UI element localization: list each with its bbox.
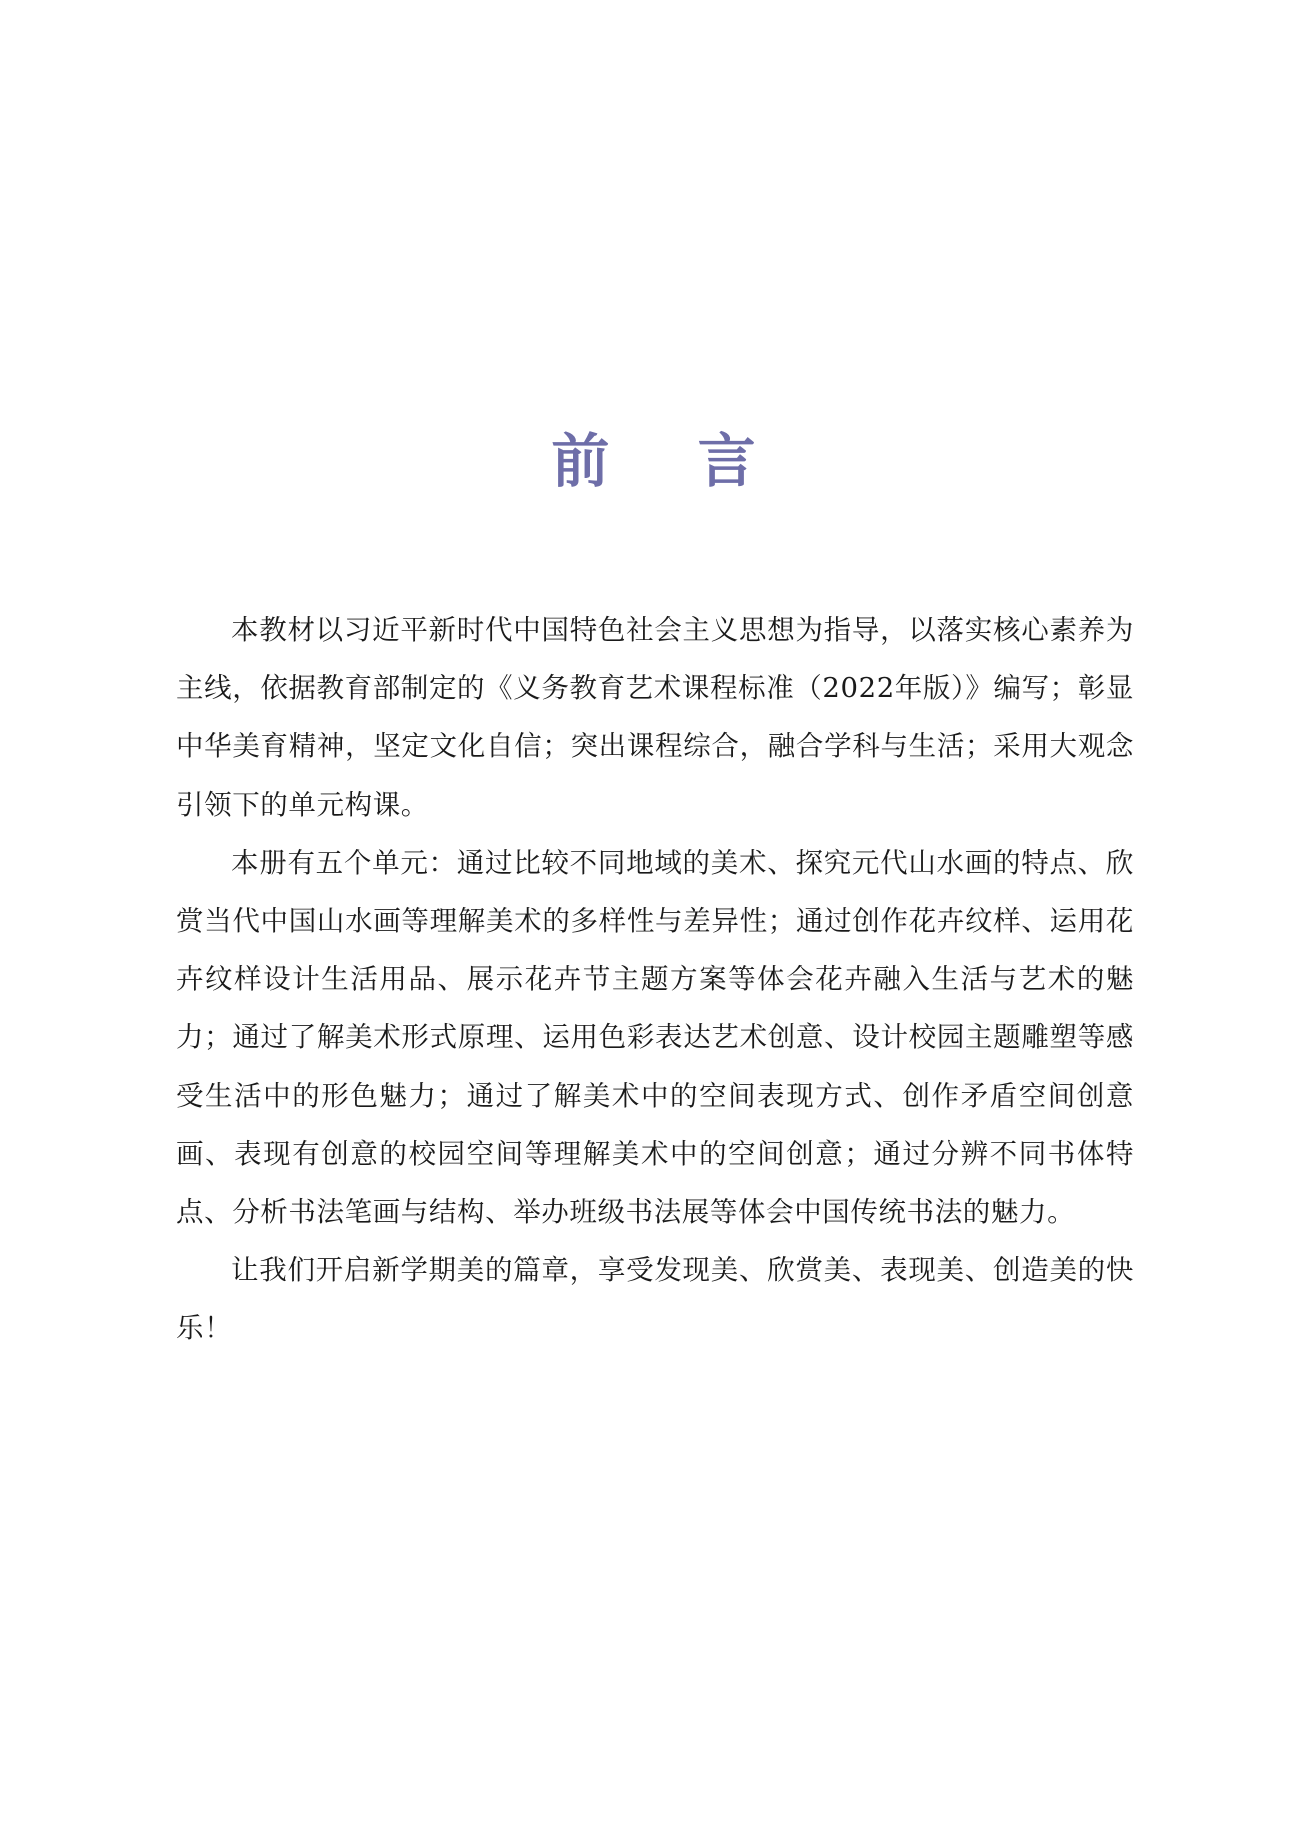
page-title: 前 言: [551, 426, 790, 495]
paragraph-closing: 让我们开启新学期美的篇章，享受发现美、欣赏美、表现美、创造美的快乐！: [176, 1254, 1134, 1345]
preface-body: [176, 601, 1134, 1358]
paragraph-units: 本册有五个单元：通过比较不同地域的美术、探究元代山水画的特点、欣赏当代中国山水画等理解美术的多样性与差异性；通过创作花卉纹样、运用花卉纹样设计生活用品、展示花卉节主题方案等体会花卉融入生活与艺术的魅力；通过了解美术形式原理、运用色彩表达艺术创意、设计校园主题雕塑等感受生活中的形色魅力；通过了解美术中的空间表现方式、创作矛盾空间创意画、表现有创意的校园空间等理解美术中的空间创意；通过分辨不同书体特点、分析书法笔画与结构、举办班级书法展等体会中国传统书法的魅力。: [176, 846, 1134, 1229]
paragraph-intro: 本教材以习近平新时代中国特色社会主义思想为指导，以落实核心素养为主线，依据教育部制定的《义务教育艺术课程标准（2022年版）》编写；彰显中华美育精神，坚定文化自信；突出课程综合，融合学科与生活；采用大观念引领下的单元构课。: [176, 614, 1134, 821]
